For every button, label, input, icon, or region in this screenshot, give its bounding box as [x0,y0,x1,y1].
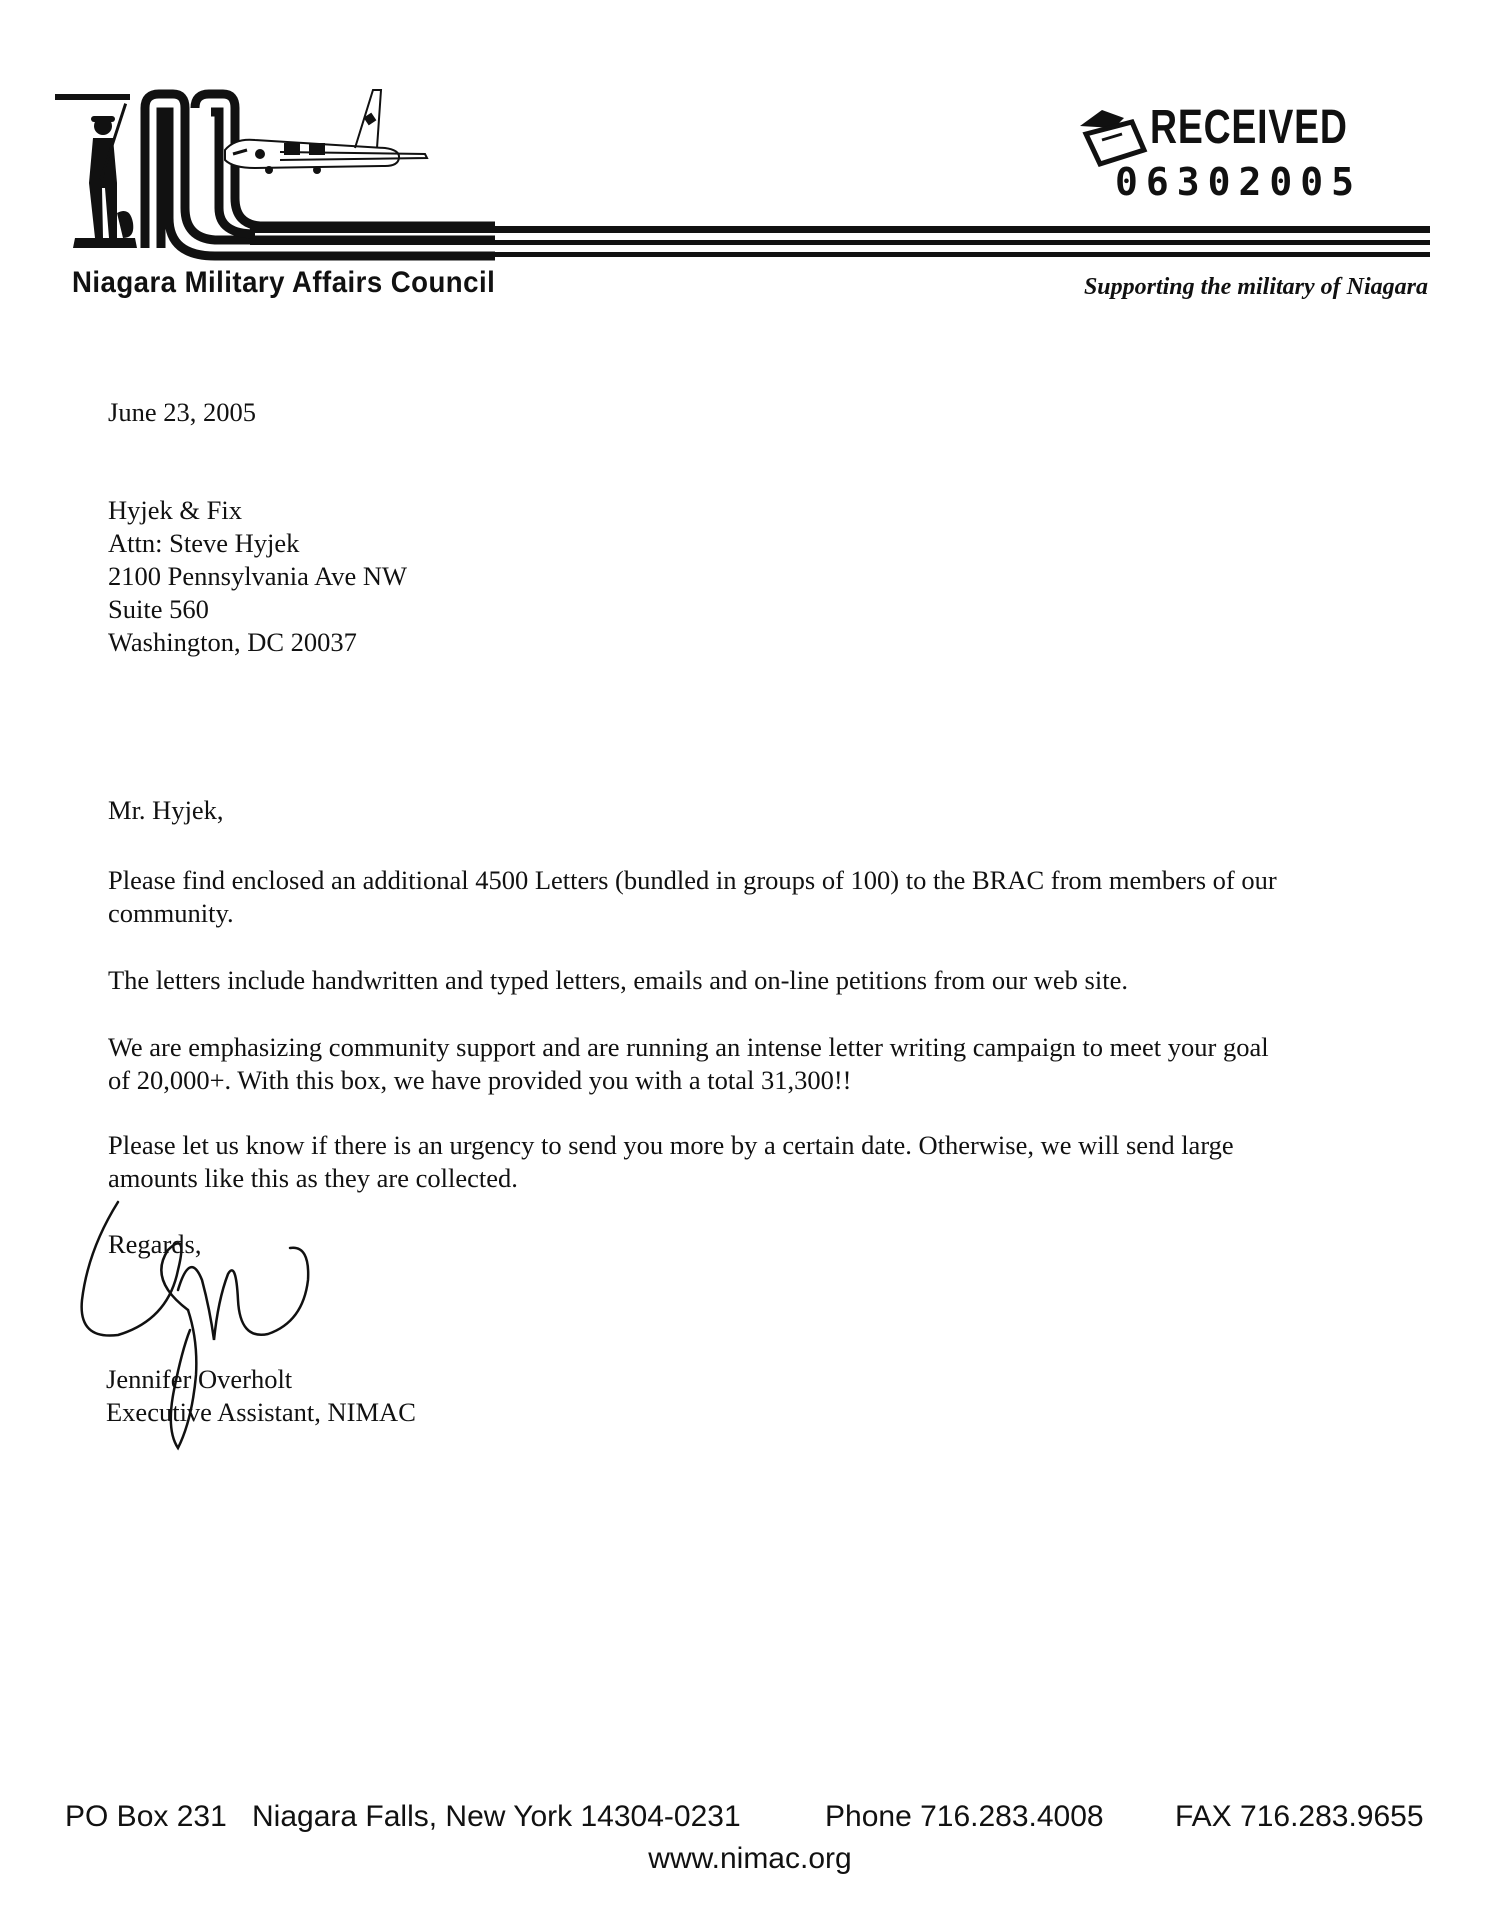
address-line: Attn: Steve Hyjek [108,528,300,558]
letterhead-rule-middle [250,240,1430,245]
paragraph: We are emphasizing community support and are running an intense letter writing campaign to meet your goal of 20,000+. With this box, we have provided you with a total 31,300!! [108,1032,1269,1095]
address-line: 2100 Pennsylvania Ave NW [108,561,408,591]
received-stamp-date: 06302005 [1115,160,1363,204]
minuteman-soldier-icon [73,103,137,248]
closing: Regards, [108,1229,202,1259]
footer-phone: Phone 716.283.4008 [825,1800,1104,1833]
nimac-logo [55,88,495,263]
footer-fax: FAX 716.283.9655 [1175,1800,1424,1833]
address-line: Washington, DC 20037 [108,627,357,657]
signer-title: Executive Assistant, NIMAC [106,1397,416,1427]
footer-website[interactable]: www.nimac.org [648,1842,852,1875]
paragraph: The letters include handwritten and typed letters, emails and on-line petitions from our web site. [108,965,1128,995]
address-line: Hyjek & Fix [108,495,242,525]
salutation: Mr. Hyjek, [108,795,224,825]
recipient-address [108,494,407,659]
signer-name: Jennifer Overholt [106,1364,293,1394]
tagline: Supporting the military of Niagara [1083,274,1428,300]
paragraph: Please find enclosed an additional 4500 Letters (bundled in groups of 100) to the BRAC from members of our community. [108,865,1277,928]
letterhead-rule-bottom [250,252,1430,257]
letter-date: June 23, 2005 [108,397,256,427]
top-rule-left [55,94,130,100]
address-line: Suite 560 [108,594,209,624]
paragraph: Please let us know if there is an urgency to send you more by a certain date. Otherwise, we will send large amounts like this as they are collected. [108,1130,1234,1193]
received-stamp-word: RECEIVED [1150,101,1348,154]
organization-name: Niagara Military Affairs Council [72,266,496,299]
letterhead-rule-top [250,226,1430,233]
footer-city: Niagara Falls, New York 14304-0231 [252,1800,741,1833]
footer-po-box: PO Box 231 [65,1800,227,1833]
cargo-plane-icon [225,90,427,173]
